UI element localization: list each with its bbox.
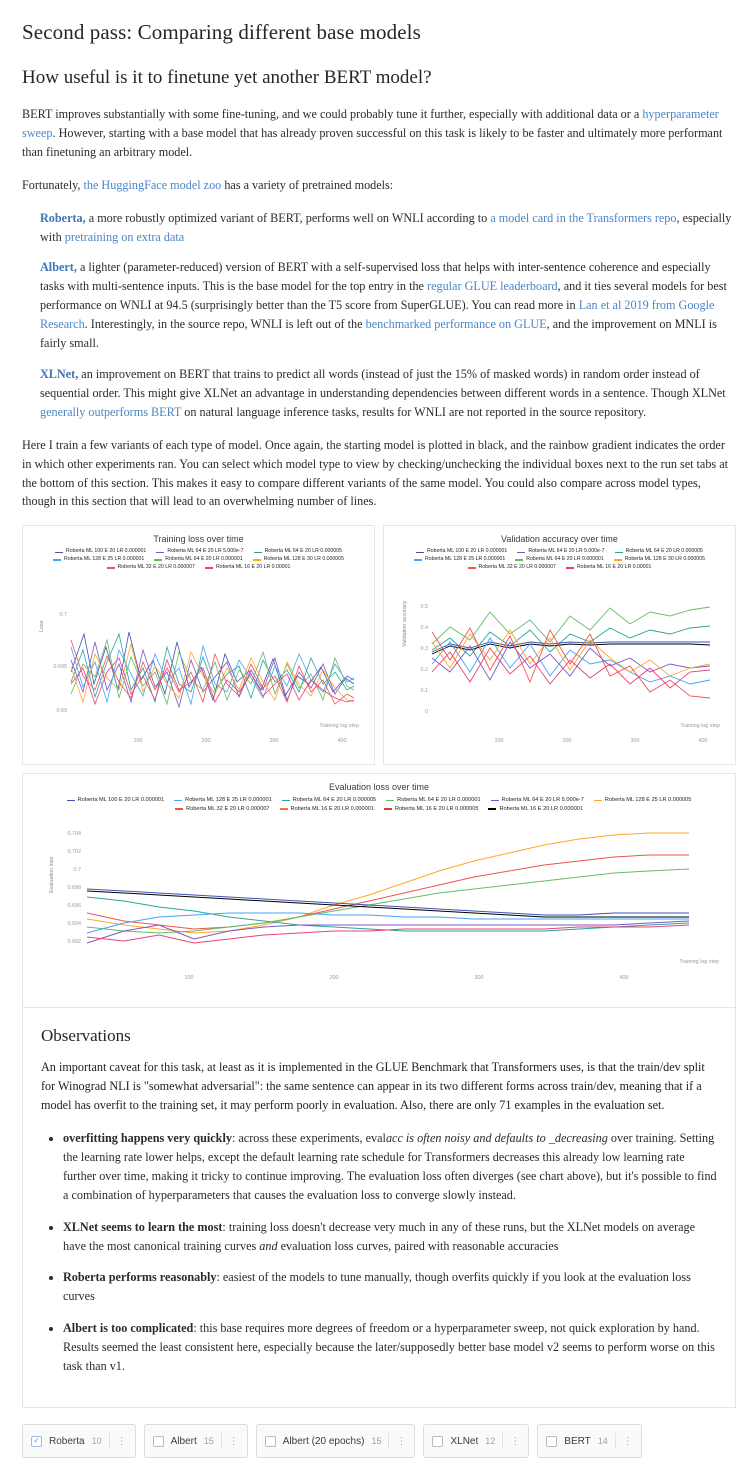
bullet-text-a: : easiest of the models to tune manually, though overfits quickly if you look at the evaluation loss curves (63, 1270, 691, 1304)
evaluation-loss-plot (29, 813, 729, 985)
legend-item (594, 796, 692, 804)
x-tick: 400 (619, 975, 629, 982)
roberta-text-b: , especially with (40, 210, 732, 244)
legend-item (67, 796, 165, 804)
legend-label: Roberta ML 16 E 20 LR 0.00001 (215, 563, 291, 570)
runset-label-albert-20-epochs: Albert (20 epochs) (282, 1435, 365, 1447)
intro-paragraph-1 (22, 105, 734, 162)
x-tick: 300 (630, 737, 640, 744)
y-tick: 0.3 (420, 645, 428, 652)
hyperparameter-sweep-link[interactable]: hyperparameter sweep (22, 107, 719, 140)
training-loss-chart-title: Training loss over time (153, 534, 244, 545)
para2-text-a: Fortunately, (22, 177, 84, 192)
runset-menu-icon-albert[interactable]: ⋮ (228, 1435, 239, 1447)
training-loss-plot (29, 572, 368, 747)
legend-item (384, 805, 478, 813)
legend-label: Roberta ML 32 E 20 LR 0.000007 (478, 563, 556, 570)
legend-label: Roberta ML 16 E 20 LR 0.000001 (499, 805, 583, 812)
legend-item (254, 548, 342, 556)
model-name-roberta: Roberta, (40, 210, 86, 225)
bullet-text-a: : training loss doesn't decrease very much in any of these runs, but the XLNet models on average have the most canonical training curves (63, 1219, 696, 1253)
model-item-roberta (40, 209, 734, 247)
legend-label: Roberta ML 64 E 20 LR 5.000e-7 (501, 797, 584, 804)
legend-label: Roberta ML 128 E 25 LR 0.000005 (604, 797, 692, 804)
legend-item (107, 564, 195, 572)
runset-menu-icon-roberta[interactable]: ⋮ (116, 1435, 127, 1447)
para2-text-b: has a variety of pretrained models: (221, 177, 394, 192)
legend-label: Roberta ML 128 E 25 LR 0.000001 (185, 797, 272, 804)
intro-paragraph-2 (22, 176, 734, 195)
runset-tab-albert[interactable] (144, 1424, 248, 1458)
observation-bullet (63, 1129, 717, 1205)
x-tick: 100 (494, 737, 504, 744)
runset-divider (615, 1433, 616, 1449)
validation-accuracy-series (432, 607, 710, 698)
runset-divider (221, 1433, 222, 1449)
runset-divider (388, 1433, 389, 1449)
runset-checkbox-albert-20-epochs[interactable] (265, 1436, 276, 1447)
legend-item (386, 796, 480, 804)
legend-label: Roberta ML 32 E 20 LR 0.000007 (117, 563, 195, 570)
evaluation-loss-chart[interactable] (22, 773, 736, 1008)
glue-leaderboard-link[interactable]: regular GLUE leaderboard (427, 279, 558, 294)
runset-checkbox-xlnet[interactable] (432, 1436, 443, 1447)
y-axis-label: Validation accuracy (402, 600, 408, 647)
xlnet-text-a: an improvement on BERT that trains to predict all words (instead of just the 15% of masked words) in random order instead of sequential order. This might give XLNet an advantage in understanding dependencies between different words in a sentence. Though XLNet (40, 366, 726, 400)
legend-label: Roberta ML 100 E 20 LR 0.000001 (66, 548, 147, 555)
bullet-emphasis: and (259, 1238, 278, 1253)
runset-count-albert-20-epochs: 15 (371, 1436, 382, 1446)
roberta-pretraining-link[interactable]: pretraining on extra data (64, 229, 185, 244)
runset-menu-icon-albert-20-epochs[interactable]: ⋮ (396, 1435, 407, 1447)
bullet-text-b: over training. Setting the learning rate lower helps, except the default learning rate schedule for Transformers decreases this already low learning rate further over time, making it tricky to continue improving. The evaluation loss often diverges (see chart above), but it's possible to find a combination of hyperparameters that causes the evaluation loss to converge slowly instead. (63, 1131, 717, 1202)
legend-item (488, 805, 582, 813)
legend-item (156, 548, 243, 556)
validation-accuracy-legend[interactable] (390, 548, 729, 571)
legend-item (515, 556, 603, 564)
training-loss-chart[interactable] (22, 525, 375, 765)
x-tick: 100 (184, 975, 194, 982)
y-tick: 0.694 (67, 921, 81, 928)
legend-item (174, 796, 272, 804)
legend-label: Roberta ML 16 E 20 LR 0.000005 (395, 805, 479, 812)
roberta-model-card-link[interactable]: a model card in the Transformers repo (490, 210, 677, 225)
xlnet-outperforms-link[interactable]: generally outperforms BERT (40, 404, 182, 419)
legend-label: Roberta ML 32 E 20 LR 0.000007 (186, 805, 270, 812)
x-axis-label: Training log step (319, 722, 359, 729)
runset-count-albert: 15 (203, 1436, 214, 1446)
legend-item (253, 556, 344, 564)
y-tick: 0.696 (67, 903, 81, 910)
y-tick: 0.692 (67, 939, 81, 946)
y-tick: 0.5 (420, 603, 428, 610)
albert-text-c: . Interestingly, in the source repo, WNLI is left out of the (84, 317, 366, 332)
y-axis-label: Loss (39, 620, 45, 632)
legend-item (468, 564, 556, 572)
model-item-albert (40, 258, 734, 353)
legend-item (175, 805, 269, 813)
para1-text-b: . However, starting with a base model that has already proven successful on this task is likely to be faster and ultimately more performant than finetuning an arbitrary model. (22, 125, 723, 159)
x-tick: 200 (562, 737, 572, 744)
y-axis-label: Evaluation loss (49, 856, 55, 894)
bullet-lead: XLNet seems to learn the most (63, 1219, 223, 1234)
model-item-xlnet (40, 365, 734, 422)
runset-count-roberta: 10 (91, 1436, 102, 1446)
legend-label: Roberta ML 128 E 30 LR 0.000005 (263, 556, 344, 563)
legend-label: Roberta ML 64 E 20 LR 0.000005 (292, 797, 377, 804)
legend-label: Roberta ML 64 E 20 LR 0.000001 (526, 556, 604, 563)
bullet-text-a: : across these experiments, eval (231, 1131, 386, 1146)
validation-accuracy-chart[interactable] (383, 525, 736, 765)
chart-row-top (22, 525, 734, 765)
legend-item (416, 548, 507, 556)
evaluation-loss-chart-title: Evaluation loss over time (328, 782, 430, 793)
runset-divider (502, 1433, 503, 1449)
y-tick: 0.702 (67, 849, 81, 856)
evaluation-loss-legend[interactable] (29, 796, 729, 813)
observation-bullet (63, 1319, 717, 1376)
legend-label: Roberta ML 64 E 20 LR 5.000e-7 (528, 548, 605, 555)
legend-item (517, 548, 604, 556)
x-axis-label: Training log step (679, 959, 719, 966)
y-tick: 0.7 (59, 611, 67, 618)
runset-divider (109, 1433, 110, 1449)
model-zoo-link[interactable]: the HuggingFace model zoo (83, 177, 222, 192)
y-tick: 0.698 (67, 885, 81, 892)
runset-label-bert: BERT (564, 1435, 591, 1447)
runset-tabs[interactable] (22, 1424, 734, 1458)
roberta-text-a: a more robustly optimized variant of BERT, performs well on WNLI according to (85, 210, 491, 225)
y-tick: 0.1 (420, 687, 428, 694)
runset-checkbox-roberta[interactable]: ✓ (31, 1436, 42, 1447)
legend-label: Roberta ML 64 E 20 LR 0.000001 (165, 556, 243, 563)
legend-item (154, 556, 242, 564)
y-tick: 0.7 (73, 867, 81, 874)
legend-item (55, 548, 146, 556)
y-tick: 0.2 (420, 666, 428, 673)
y-tick: 0 (425, 708, 428, 715)
runset-tab-bert[interactable] (537, 1424, 642, 1458)
charts-panel (22, 525, 734, 1408)
legend-label: Roberta ML 64 E 20 LR 0.000005 (264, 548, 342, 555)
evaluation-loss-series (87, 833, 689, 943)
model-name-xlnet: XLNet, (40, 366, 79, 381)
observations-heading: Observations (41, 1026, 131, 1046)
runset-tab-xlnet[interactable] (423, 1424, 529, 1458)
model-description-list (22, 209, 734, 422)
legend-item (414, 556, 505, 564)
legend-item (205, 564, 291, 572)
observations-bullets (41, 1129, 717, 1376)
page-title: Second pass: Comparing different base models (22, 20, 421, 44)
para1-text-a: BERT improves substantially with some fine-tuning, and we could probably tune it further, especially with additional data or a (22, 107, 643, 121)
observations-panel (22, 1008, 736, 1408)
legend-label: Roberta ML 64 E 20 LR 0.000001 (397, 797, 481, 804)
intro-paragraph-3: Here I train a few variants of each type of model. Once again, the starting model is plotted in black, and the rainbow gradient indicates the order in which other experiments ran. You can select which model type to view by checking/unchecking the individual boxes next to the run set tabs at the bottom of this section. This makes it easy to compare different variants of the same model. You could also compare across model types, though in this section that will lead to an overwhelming number of lines. (22, 437, 729, 509)
legend-item (280, 805, 374, 813)
runset-count-bert: 14 (597, 1436, 608, 1446)
albert-text-d: , and the improvement on MNLI is fairly small. (40, 317, 717, 351)
runset-menu-icon-xlnet[interactable]: ⋮ (510, 1435, 521, 1447)
runset-label-roberta: Roberta (49, 1435, 85, 1447)
legend-label: Roberta ML 128 E 30 LR 0.000005 (624, 556, 705, 563)
observation-bullet (63, 1268, 717, 1306)
runset-checkbox-albert[interactable] (153, 1436, 164, 1447)
legend-item (566, 564, 652, 572)
x-tick: 300 (269, 737, 279, 744)
y-tick: 0.69 (56, 707, 67, 714)
bullet-lead: overfitting happens very quickly (63, 1131, 232, 1146)
runset-label-albert: Albert (170, 1435, 197, 1447)
legend-item (614, 556, 705, 564)
training-loss-series (71, 632, 354, 707)
legend-label: Roberta ML 128 E 25 LR 0.000001 (64, 556, 145, 563)
bullet-emphasis: acc is often noisy and defaults to _decreasing (385, 1131, 608, 1146)
legend-item (491, 796, 584, 804)
x-tick: 300 (474, 975, 484, 982)
x-axis-label: Training log step (680, 722, 720, 729)
runset-tab-albert-20-epochs[interactable] (256, 1424, 416, 1458)
bullet-text-a: : this base requires more degrees of freedom or a hyperparameter sweep, not quick exploration by hand. Results seemed the least consistent here, especially because the later/supposedly better base model v2 seems to perform worse on this task than v1. (63, 1321, 715, 1374)
y-tick: 0.695 (53, 663, 67, 670)
legend-label: Roberta ML 100 E 20 LR 0.000001 (427, 548, 508, 555)
legend-item (615, 548, 703, 556)
runset-checkbox-bert[interactable] (546, 1436, 557, 1447)
observation-bullet (63, 1218, 717, 1256)
xlnet-text-b: on natural language inference tasks, results for WNLI are not reported in the source repository. (181, 404, 647, 419)
validation-accuracy-chart-title: Validation accuracy over time (501, 534, 618, 545)
y-tick: 0.4 (420, 624, 428, 631)
bullet-lead: Roberta performs reasonably (63, 1270, 217, 1285)
legend-item (53, 556, 144, 564)
legend-label: Roberta ML 16 E 20 LR 0.00001 (576, 563, 652, 570)
model-name-albert: Albert, (40, 260, 77, 275)
runset-tab-roberta[interactable] (22, 1424, 136, 1458)
legend-label: Roberta ML 16 E 20 LR 0.000001 (290, 805, 374, 812)
legend-label: Roberta ML 128 E 25 LR 0.000001 (425, 556, 506, 563)
x-tick: 100 (133, 737, 143, 744)
x-tick: 400 (337, 737, 347, 744)
benchmarked-glue-link[interactable]: benchmarked performance on GLUE (365, 317, 547, 332)
x-tick: 200 (201, 737, 211, 744)
legend-label: Roberta ML 64 E 20 LR 0.000005 (625, 548, 703, 555)
albert-text-b: , and it ties several models for best performance on WNLI at 94.5 (surprisingly better than the T5 score from SuperGLUE). You can read more in (40, 279, 727, 313)
legend-label: Roberta ML 64 E 20 LR 5.000e-7 (167, 548, 244, 555)
validation-accuracy-plot (390, 572, 729, 747)
observations-intro: An important caveat for this task, at least as it is implemented in the GLUE Benchmark that Transformers uses, is that the train/dev split for Winograd NLI is "somewhat adversarial": the same sentence can appear in its two different forms across train/dev, meaning that if a model has overfit to the training set, it may perform poorly in evaluation. Also, there are only 71 examples in the evaluation set. (41, 1060, 705, 1113)
training-loss-legend[interactable] (29, 548, 368, 571)
lan-2019-link[interactable]: Lan et al 2019 from Google Research (40, 298, 715, 332)
runset-count-xlnet: 12 (485, 1436, 496, 1446)
section-question: How useful is it to finetune yet another BERT model? (22, 67, 432, 88)
bullet-text-b: evaluation loss curves, paired with reasonable accuracies (277, 1238, 559, 1253)
legend-label: Roberta ML 100 E 20 LR 0.000001 (77, 797, 165, 804)
x-tick: 400 (698, 737, 708, 744)
albert-text-a: a lighter (parameter-reduced) version of BERT with a self-supervised loss that helps with inter-sentence coherence and especially tasks with multi-sentence inputs. This is the base model for the top entry in the (40, 260, 711, 294)
runset-label-xlnet: XLNet (450, 1435, 479, 1447)
legend-item (282, 796, 376, 804)
bullet-lead: Albert is too complicated (63, 1321, 194, 1336)
runset-menu-icon-bert[interactable]: ⋮ (622, 1435, 633, 1447)
x-tick: 200 (329, 975, 339, 982)
y-tick: 0.704 (67, 831, 81, 838)
